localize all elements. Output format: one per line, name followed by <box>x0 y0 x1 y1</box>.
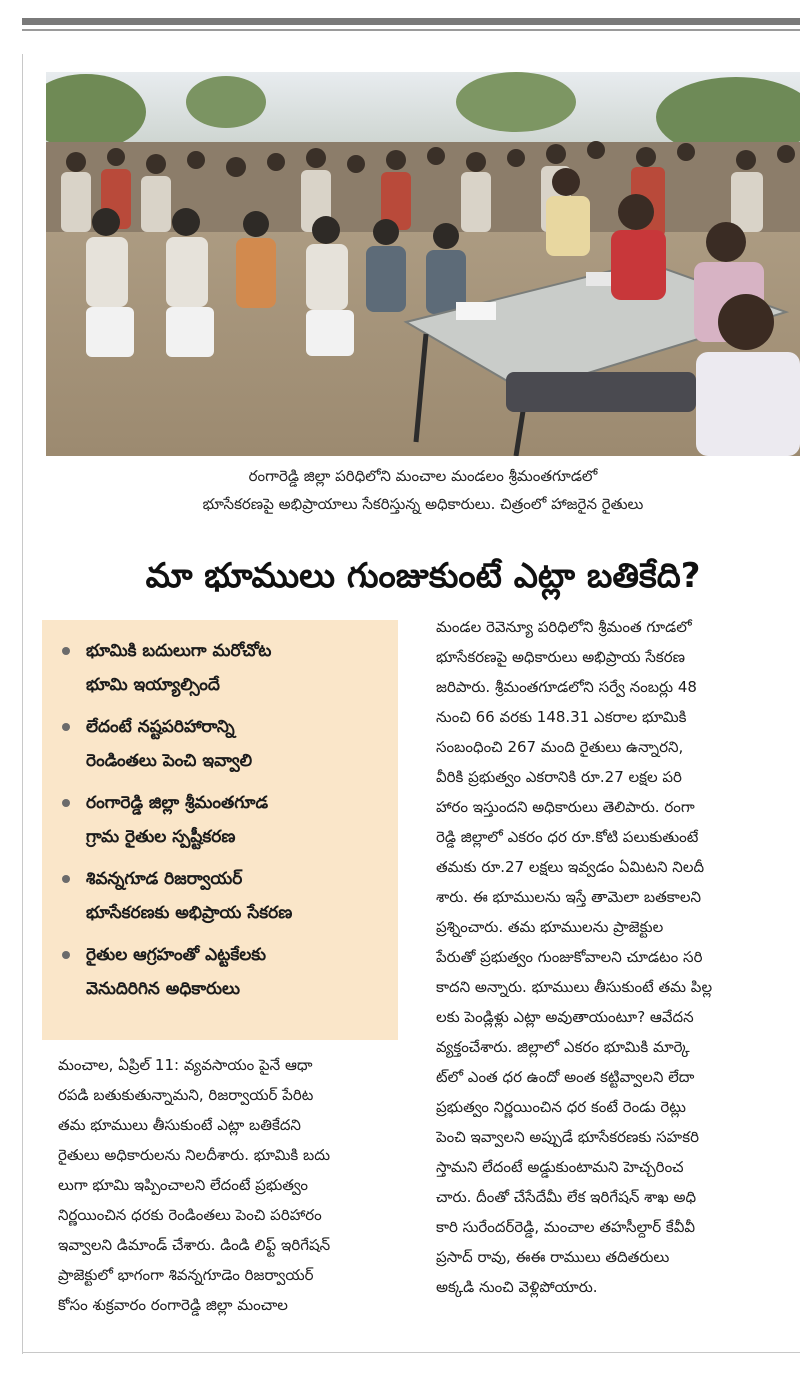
highlight-text: భూమి ఇయ్యాల్సిందే <box>86 675 220 695</box>
highlight-text: రెండింతలు పెంచి ఇవ్వాలి <box>86 751 253 771</box>
body-line: రైతులు అధికారులను నిలదీశారు. భూమికి బదు <box>58 1146 331 1164</box>
body-line: వీరికి ప్రభుత్వం ఎకరానికి రూ.27 లక్షల పరి <box>436 768 682 786</box>
body-line: భూసేకరణపై అధికారులు అభిప్రాయ సేకరణ <box>436 648 685 666</box>
highlight-text: రంగారెడ్డి జిల్లా శ్రీమంతగూడ <box>86 793 269 813</box>
bottom-border-rule <box>22 1352 800 1353</box>
body-line: రపడి బతుకుతున్నామని, రిజర్వాయర్ పేరిట <box>58 1086 314 1104</box>
body-line: చారు. దీంతో చేసేదేమీ లేక ఇరిగేషన్ శాఖ అధి <box>436 1188 697 1206</box>
highlight-item <box>62 710 390 778</box>
highlight-item <box>62 938 390 1006</box>
highlight-text: గ్రామ రైతుల స్పష్టీకరణ <box>86 827 236 847</box>
news-photo <box>46 72 800 456</box>
body-line: శారు. ఈ భూములను ఇస్తే తామెలా బతకాలని <box>436 888 701 906</box>
highlight-item <box>62 862 390 930</box>
bullet-icon <box>62 723 70 731</box>
body-line: కారి సురేందర్‌రెడ్డి, మంచాల తహసీల్దార్ కేవీవీ <box>436 1218 696 1236</box>
caption-line: రంగారెడ్డి జిల్లా పరిధిలోని మంచాల మండలం శ్రీమంతగూడలో <box>248 467 598 485</box>
body-line: పేరుతో ప్రభుత్వం గుంజుకోవాలని చూడటం సరి <box>436 948 703 966</box>
highlight-text: వెనుదిరిగిన అధికారులు <box>86 979 240 999</box>
highlight-item <box>62 786 390 854</box>
body-line: కోసం శుక్రవారం రంగారెడ్డి జిల్లా మంచాల <box>58 1296 288 1314</box>
bullet-icon <box>62 951 70 959</box>
body-line: లుగా భూమి ఇప్పించాలని లేదంటే ప్రభుత్వం <box>58 1176 309 1194</box>
body-line: తమకు రూ.27 లక్షలు ఇవ్వడం ఏమిటని నిలదీ <box>436 858 705 876</box>
bullet-icon <box>62 799 70 807</box>
body-line: ప్రసాద్ రావు, ఈఈ రాములు తదితరులు <box>436 1248 670 1266</box>
headline: మా భూములు గుంజుకుంటే ఎట్లా బతికేది? <box>145 556 701 596</box>
highlights-list <box>62 634 390 1006</box>
body-line: మంచాల, ఏప్రిల్ 11: వ్యవసాయం పైనే ఆధా <box>58 1056 313 1074</box>
body-line: నిర్ణయించిన ధరకు రెండింతలు పెంచి పరిహారం <box>58 1206 322 1224</box>
left-border-rule <box>22 54 23 1354</box>
highlight-item <box>62 634 390 702</box>
article-body-right-column <box>436 612 796 1302</box>
body-line: పెంచి ఇవ్వాలని అప్పుడే భూసేకరణకు సహకరి <box>436 1128 700 1146</box>
highlight-text: రైతుల ఆగ్రహంతో ఎట్టకేలకు <box>86 945 267 965</box>
top-border-thin-rule <box>22 29 800 31</box>
highlight-text: లేదంటే నష్టపరిహారాన్ని <box>86 717 235 737</box>
highlight-text: శివన్నగూడ రిజర్వాయర్ <box>86 869 243 889</box>
highlight-text: భూసేకరణకు అభిప్రాయ సేకరణ <box>86 903 293 923</box>
article-body-left-column <box>58 1050 410 1320</box>
body-line: ప్రభుత్వం నిర్ణయించిన ధర కంటే రెండు రెట్లు <box>436 1098 686 1116</box>
body-line: జరిపారు. శ్రీమంతగూడలోని సర్వే నంబర్లు 48 <box>436 678 697 696</box>
bullet-icon <box>62 875 70 883</box>
body-line: వ్యక్తంచేశారు. జిల్లాలో ఎకరం భూమికి మార్కె <box>436 1038 690 1056</box>
body-line: రెడ్డి జిల్లాలో ఎకరం ధర రూ.కోటి పలుకుతుంటే <box>436 828 699 846</box>
body-line: ప్రశ్నించారు. తమ భూములను ప్రాజెక్టుల <box>436 918 664 936</box>
body-line: అక్కడి నుంచి వెళ్లిపోయారు. <box>436 1278 598 1296</box>
body-line: ఇవ్వాలని డిమాండ్ చేశారు. డిండి లిఫ్ట్ ఇరిగేషన్ <box>58 1236 331 1254</box>
photo-caption <box>46 462 800 518</box>
highlights-box <box>42 620 398 1040</box>
bullet-icon <box>62 647 70 655</box>
body-line: మండల రెవెన్యూ పరిధిలోని శ్రీమంత గూడలో <box>436 618 692 636</box>
meeting-photo-illustration <box>46 72 800 456</box>
top-border-rule <box>22 18 800 25</box>
body-line: కాదని అన్నారు. భూములు తీసుకుంటే తమ పిల్ల <box>436 978 713 996</box>
body-line: నుంచి 66 వరకు 148.31 ఎకరాల భూమికి <box>436 708 687 726</box>
body-line: సంబంధించి 267 మంది రైతులు ఉన్నారని, <box>436 738 684 756</box>
caption-line: భూసేకరణపై అభిప్రాయాలు సేకరిస్తున్న అధికారులు. చిత్రంలో హాజరైన రైతులు <box>202 495 644 513</box>
body-line: తమ భూములు తీసుకుంటే ఎట్లా బతికేదని <box>58 1116 301 1134</box>
body-line: స్తామని లేదంటే అడ్డుకుంటామని హెచ్చరించ <box>436 1158 684 1176</box>
body-line: లకు పెండ్లిళ్లు ఎట్లా అవుతాయంటూ? ఆవేదన <box>436 1008 694 1026</box>
highlight-text: భూమికి బదులుగా మరోచోట <box>86 641 272 661</box>
body-line: హారం ఇస్తుందని అధికారులు తెలిపారు. రంగా <box>436 798 695 816</box>
body-line: ట్‌లో ఎంత ధర ఉందో అంత కట్టివ్వాలని లేదా <box>436 1068 695 1086</box>
body-line: ప్రాజెక్టులో భాగంగా శివన్నగూడెం రిజర్వాయర్ <box>58 1266 314 1284</box>
